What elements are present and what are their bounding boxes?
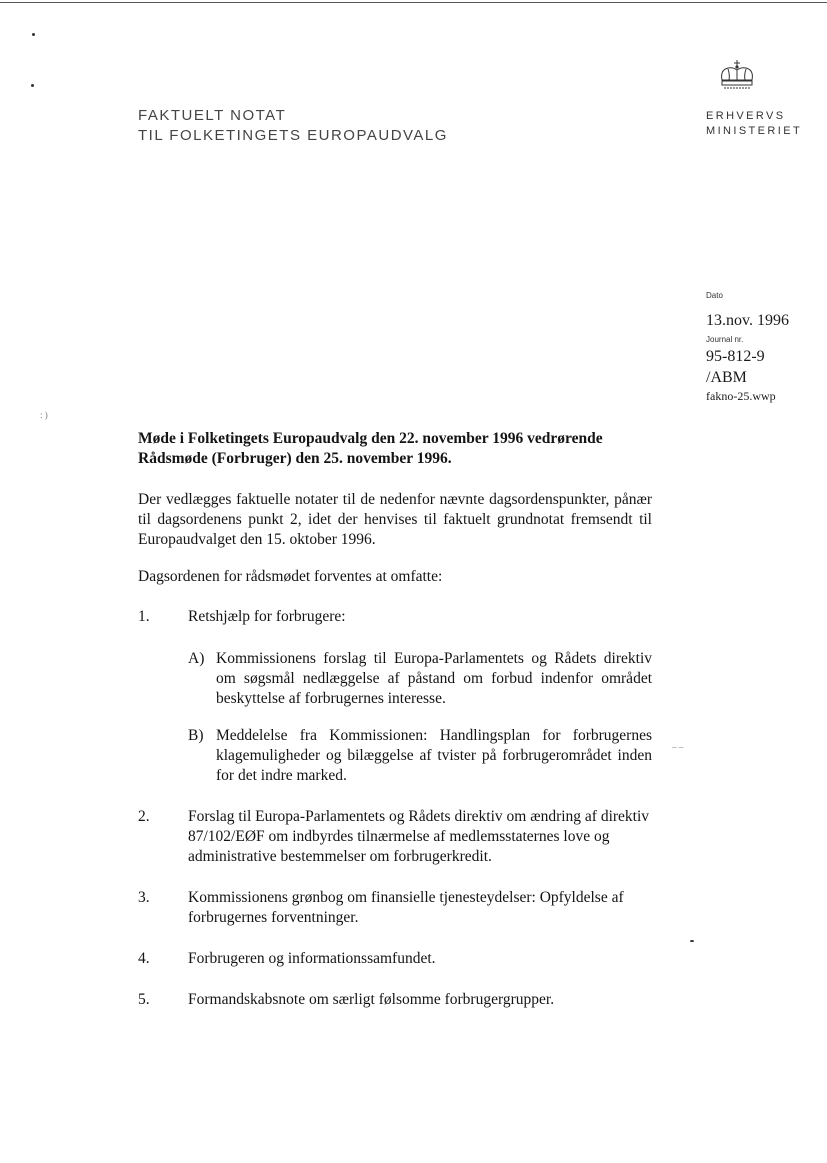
agenda-intro: Dagsordenen for rådsmødet forventes at omfatte: xyxy=(138,568,443,585)
scan-speck xyxy=(31,84,34,87)
scan-speck xyxy=(690,940,694,942)
subitem-letter: A) xyxy=(188,650,205,667)
scan-top-border xyxy=(0,2,827,3)
agenda-subitem xyxy=(188,649,652,709)
document-metadata xyxy=(706,290,821,405)
scan-speck xyxy=(32,33,35,36)
date-value: 13.nov. 1996 xyxy=(706,312,789,329)
agenda-item-number: 5. xyxy=(138,991,150,1008)
intro-paragraph: Der vedlægges faktuelle notater til de nedenfor nævnte dagsordenspunkter, pånær til dagsordenens punkt 2, idet der henvises til faktuelt grundnotat fremsendt til Europaudvalget den 15. oktober 1996. xyxy=(138,491,652,548)
header-line-1: FAKTUELT NOTAT xyxy=(138,107,287,124)
agenda-item-text: Retshjælp for forbrugere: xyxy=(188,608,346,625)
agenda-item xyxy=(138,607,652,786)
agenda-item-number: 3. xyxy=(138,889,150,906)
agenda-list xyxy=(138,607,652,1010)
agenda-item-text: Kommissionens grønbog om finansielle tjenesteydelser: Opfyldelse af forbrugernes forventninger. xyxy=(188,889,624,926)
agenda-item-number: 4. xyxy=(138,950,150,967)
header-line-2: TIL FOLKETINGETS EUROPAUDVALG xyxy=(138,127,448,144)
subitem-letter: B) xyxy=(188,727,204,744)
agenda-item xyxy=(138,990,652,1010)
crown-icon xyxy=(716,58,758,92)
document-title: Møde i Folketingets Europaudvalg den 22. november 1996 vedrørende Rådsmøde (Forbruger) den 25. november 1996. xyxy=(138,430,603,467)
scan-mark: : ) xyxy=(40,410,48,420)
agenda-item xyxy=(138,807,652,867)
filename: fakno-25.wwp xyxy=(706,389,776,403)
agenda-item-text: Formandskabsnote om særligt følsomme forbrugergrupper. xyxy=(188,991,555,1008)
agenda-item xyxy=(138,949,652,969)
agenda-item-number: 2. xyxy=(138,808,150,825)
date-label: Dato xyxy=(706,291,723,300)
ministry-name xyxy=(706,109,802,139)
agenda-item-number: 1. xyxy=(138,608,150,625)
subitem-text: Kommissionens forslag til Europa-Parlamentets og Rådets direktiv om søgsmål nedlæggelse af påstand om forbud indenfor området beskyttelse af forbrugernes interesse. xyxy=(216,650,652,707)
agenda-item-text: Forslag til Europa-Parlamentets og Rådets direktiv om ændring af direktiv 87/102/EØF om indbyrdes tilnærmelse af medlemsstaternes love og administrative bestemmelser om forbrugerkredit. xyxy=(188,808,650,865)
agenda-item xyxy=(138,888,652,928)
agenda-item-text: Forbrugeren og informationssamfundet. xyxy=(188,950,436,967)
document-header xyxy=(138,106,448,146)
subitem-text: Meddelelse fra Kommissionen: Handlingsplan for forbrugernes klagemuligheder og bilæggelse af tvister på forbrugerområdet inden for det indre marked. xyxy=(216,727,652,784)
ministry-line-1: ERHVERVS xyxy=(706,110,786,122)
journal-value: 95-812-9 xyxy=(706,348,765,365)
scan-mark: – – xyxy=(672,742,684,752)
agenda-subitem xyxy=(188,726,652,786)
initials: /ABM xyxy=(706,369,747,386)
ministry-line-2: MINISTERIET xyxy=(706,125,803,137)
journal-label: Journal nr. xyxy=(706,335,744,344)
